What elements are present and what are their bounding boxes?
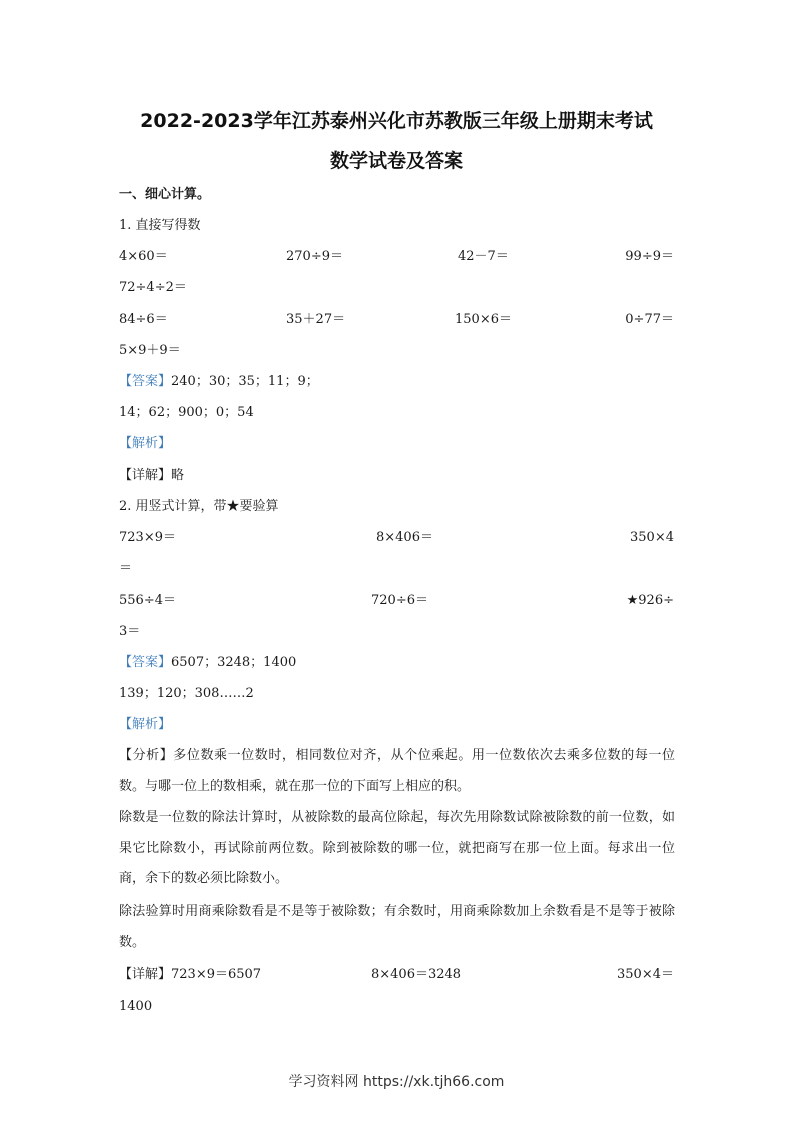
analysis-paragraph-1: 【分析】多位数乘一位数时，相同数位对齐，从个位乘起。用一位数依次去乘多位数的每一位数。与哪一位上的数相乘，就在那一位的下面写上相应的积。 bbox=[119, 748, 675, 794]
answer-tag: 【答案】 bbox=[119, 655, 172, 670]
answer-text: 6507；3248；1400 bbox=[171, 655, 297, 670]
q2-item: ★926÷ bbox=[626, 593, 674, 608]
analysis-paragraph-3: 除法验算时用商乘除数看是不是等于被除数；有余数时，用商乘除数加上余数看是不是等于被除数。 bbox=[119, 904, 675, 950]
q1-item: 150×6＝ bbox=[455, 312, 512, 327]
q1-item: 42－7＝ bbox=[458, 249, 509, 264]
analysis-paragraph-2: 除数是一位数的除法计算时，从被除数的最高位除起，每次先用除数试除被除数的前一位数，如果它比除数小，再试除前两位数。除到被除数的哪一位，就把商写在那一位上面。每求出一位商，余下的数必须比除数小。 bbox=[119, 810, 675, 886]
q2-label: 2. 用竖式计算，带★要验算 bbox=[119, 499, 279, 514]
q1-item: 84÷6＝ bbox=[119, 312, 168, 327]
q1-answer bbox=[119, 373, 319, 391]
q1-detail: 【详解】略 bbox=[119, 468, 185, 483]
q2-item: ＝ bbox=[119, 561, 133, 576]
q2-item: 350×4 bbox=[630, 530, 674, 545]
section-heading: 一、细心计算。 bbox=[119, 187, 211, 202]
q1-item: 5×9＋9＝ bbox=[119, 343, 181, 358]
q1-item: 4×60＝ bbox=[119, 249, 168, 264]
footer-watermark: 学习资料网 https://xk.tjh66.com bbox=[288, 1074, 505, 1090]
answer-tag: 【答案】 bbox=[119, 374, 172, 389]
q2-analysis-tag: 【解析】 bbox=[119, 717, 172, 732]
q2-detail-item: 1400 bbox=[119, 999, 153, 1014]
q2-item: 556÷4＝ bbox=[119, 593, 176, 608]
q2-item: 723×9＝ bbox=[119, 530, 176, 545]
q1-item: 0÷77＝ bbox=[625, 312, 674, 327]
q1-item: 270÷9＝ bbox=[286, 249, 343, 264]
q1-label: 1. 直接写得数 bbox=[119, 218, 201, 233]
q1-item: 99÷9＝ bbox=[625, 249, 674, 264]
q2-detail-item: 350×4＝ bbox=[617, 967, 674, 982]
q2-item: 720÷6＝ bbox=[371, 593, 428, 608]
q1-analysis-tag: 【解析】 bbox=[119, 436, 172, 451]
q2-item: 3＝ bbox=[119, 624, 141, 639]
q1-item: 35＋27＝ bbox=[286, 312, 346, 327]
q2-detail-item: 【详解】723×9＝6507 bbox=[119, 967, 262, 982]
q2-answer bbox=[119, 654, 296, 672]
q2-answer-continued: 139；120；308……2 bbox=[119, 686, 254, 701]
q1-answer-continued: 14；62；900；0；54 bbox=[119, 405, 254, 420]
q2-item: 8×406＝ bbox=[376, 530, 433, 545]
q1-item: 72÷4÷2＝ bbox=[119, 280, 187, 295]
title-line-2: 数学试卷及答案 bbox=[329, 150, 463, 172]
answer-text: 240；30；35；11；9； bbox=[171, 374, 319, 389]
title-line-1: 2022-2023学年江苏泰州兴化市苏教版三年级上册期末考试 bbox=[140, 110, 653, 132]
q2-detail-item: 8×406＝3248 bbox=[371, 967, 462, 982]
